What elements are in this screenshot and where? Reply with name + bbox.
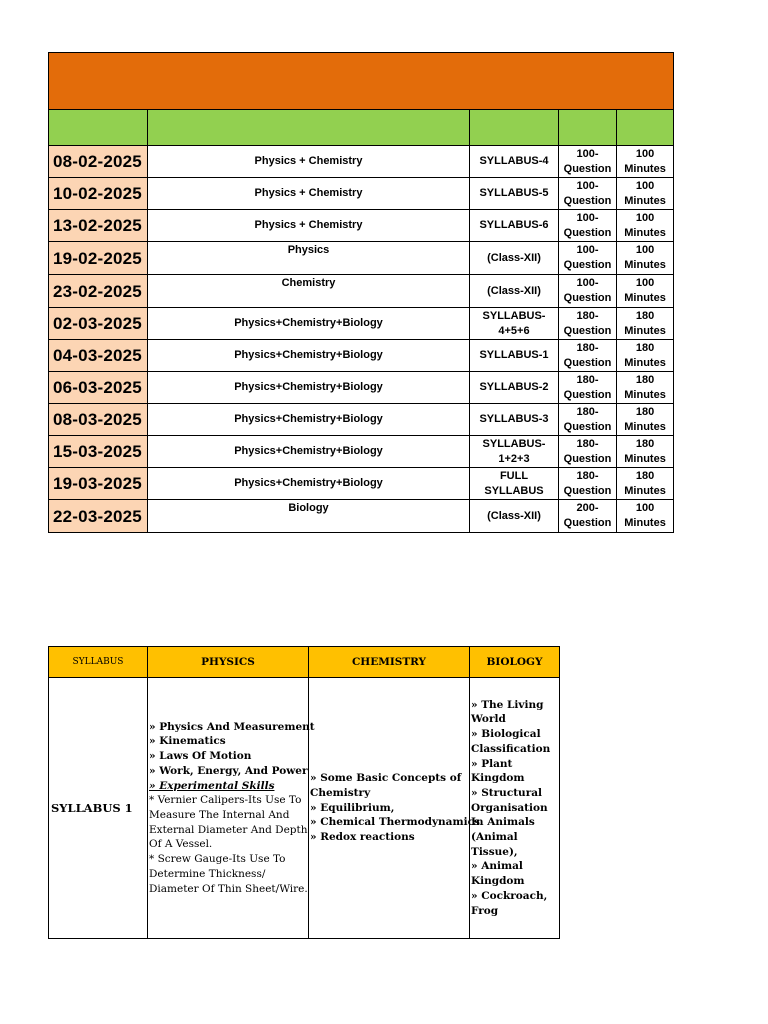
- syllabus-code-cell: (Class-XII): [470, 500, 559, 533]
- syllabus-header-chemistry: CHEMISTRY: [309, 647, 470, 678]
- question-count-cell: 180- Question: [559, 372, 617, 404]
- duration-cell: 100 Minutes: [617, 178, 674, 210]
- duration-cell: 180 Minutes: [617, 436, 674, 468]
- schedule-row: [49, 404, 674, 436]
- subjects-cell: Physics + Chemistry: [148, 146, 470, 178]
- schedule-header-cell-duration: [617, 110, 674, 146]
- schedule-banner-row: [49, 53, 674, 110]
- subjects-cell: Biology: [148, 500, 470, 533]
- syllabus-code-cell: SYLLABUS-6: [470, 210, 559, 242]
- schedule-row: [49, 275, 674, 308]
- test-date-cell: 23-02-2025: [49, 275, 148, 308]
- schedule-row: [49, 436, 674, 468]
- question-count-cell: 180- Question: [559, 468, 617, 500]
- schedule-header-row: [49, 110, 674, 146]
- syllabus-table: [48, 646, 560, 939]
- test-date-cell: 08-03-2025: [49, 404, 148, 436]
- duration-cell: 100 Minutes: [617, 242, 674, 275]
- test-schedule-table: [48, 52, 674, 533]
- test-date-cell: 10-02-2025: [49, 178, 148, 210]
- biology-topic: » The Living World: [471, 698, 544, 726]
- duration-cell: 180 Minutes: [617, 308, 674, 340]
- schedule-row: [49, 340, 674, 372]
- physics-note: * Vernier Calipers-Its Use To Measure The Internal And External Diameter And Depth Of A Vessel.: [149, 794, 308, 851]
- physics-topics-cell: [148, 678, 315, 939]
- schedule-row: [49, 178, 674, 210]
- question-count-cell: 100- Question: [559, 146, 617, 178]
- test-date-cell: 02-03-2025: [49, 308, 148, 340]
- question-count-cell: 100- Question: [559, 242, 617, 275]
- duration-cell: 100 Minutes: [617, 146, 674, 178]
- biology-topic: » Animal Kingdom: [471, 860, 525, 888]
- chemistry-topic: » Chemical Thermodynamics: [310, 816, 480, 829]
- syllabus-header-row: [49, 647, 560, 678]
- physics-note: * Screw Gauge-Its Use To Determine Thickness/ Diameter Of Thin Sheet/Wire.: [149, 853, 308, 895]
- schedule-header-cell-questions: [559, 110, 617, 146]
- duration-cell: 100 Minutes: [617, 500, 674, 533]
- test-date-cell: 22-03-2025: [49, 500, 148, 533]
- test-date-cell: 04-03-2025: [49, 340, 148, 372]
- experimental-skills-heading: » Experimental Skills: [149, 779, 275, 792]
- schedule-row: [49, 308, 674, 340]
- question-count-cell: 180- Question: [559, 308, 617, 340]
- physics-topic: » Physics And Measurement: [149, 720, 315, 733]
- syllabus-code-cell: SYLLABUS-5: [470, 178, 559, 210]
- syllabus-code-cell: SYLLABUS-1: [470, 340, 559, 372]
- biology-topic: » Biological Classification: [471, 728, 551, 755]
- subjects-cell: Physics+Chemistry+Biology: [148, 404, 470, 436]
- test-date-cell: 15-03-2025: [49, 436, 148, 468]
- biology-topic: » Plant Kingdom: [471, 757, 525, 785]
- subjects-cell: Physics + Chemistry: [148, 210, 470, 242]
- schedule-row: [49, 500, 674, 533]
- chemistry-topic: » Equilibrium,: [310, 801, 395, 814]
- subjects-cell: Physics+Chemistry+Biology: [148, 436, 470, 468]
- schedule-row: [49, 210, 674, 242]
- syllabus-code-cell: SYLLABUS-2: [470, 372, 559, 404]
- subjects-cell: Physics: [148, 242, 470, 275]
- syllabus-header-biology: BIOLOGY: [470, 647, 560, 678]
- question-count-cell: 100- Question: [559, 178, 617, 210]
- question-count-cell: 200- Question: [559, 500, 617, 533]
- syllabus-header-syllabus: SYLLABUS: [49, 647, 148, 678]
- syllabus-code-cell: SYLLABUS- 1+2+3: [470, 436, 559, 468]
- subjects-cell: Physics+Chemistry+Biology: [148, 372, 470, 404]
- test-date-cell: 13-02-2025: [49, 210, 148, 242]
- duration-cell: 100 Minutes: [617, 275, 674, 308]
- schedule-row: [49, 146, 674, 178]
- duration-cell: 180 Minutes: [617, 372, 674, 404]
- chemistry-topics-cell: [309, 678, 480, 939]
- physics-topic: » Kinematics: [149, 735, 226, 748]
- duration-cell: 180 Minutes: [617, 404, 674, 436]
- schedule-header-cell-subjects: [148, 110, 470, 146]
- question-count-cell: 180- Question: [559, 404, 617, 436]
- syllabus-header-physics: PHYSICS: [148, 647, 309, 678]
- physics-topic: » Work, Energy, And Power: [149, 764, 308, 777]
- schedule-header-cell-syllabus: [470, 110, 559, 146]
- biology-topic: » Structural Organisation In Animals (Animal Tissue),: [471, 786, 548, 858]
- subjects-cell: Physics + Chemistry: [148, 178, 470, 210]
- duration-cell: 180 Minutes: [617, 340, 674, 372]
- syllabus-code-cell: SYLLABUS-3: [470, 404, 559, 436]
- physics-topic: » Laws Of Motion: [149, 750, 252, 763]
- question-count-cell: 100- Question: [559, 210, 617, 242]
- duration-cell: 180 Minutes: [617, 468, 674, 500]
- subjects-cell: Physics+Chemistry+Biology: [148, 468, 470, 500]
- subjects-cell: Chemistry: [148, 275, 470, 308]
- schedule-banner: [49, 53, 674, 110]
- syllabus-code-cell: FULL SYLLABUS: [470, 468, 559, 500]
- schedule-row: [49, 242, 674, 275]
- subjects-cell: Physics+Chemistry+Biology: [148, 308, 470, 340]
- schedule-header-cell-date: [49, 110, 148, 146]
- biology-topic: » Cockroach, Frog: [471, 889, 548, 917]
- syllabus-code-cell: SYLLABUS- 4+5+6: [470, 308, 559, 340]
- test-date-cell: 19-02-2025: [49, 242, 148, 275]
- biology-topics-cell: [470, 678, 560, 939]
- chemistry-topic: » Some Basic Concepts of Chemistry: [310, 772, 462, 799]
- duration-cell: 100 Minutes: [617, 210, 674, 242]
- syllabus-row-label: SYLLABUS 1: [49, 678, 148, 939]
- test-date-cell: 06-03-2025: [49, 372, 148, 404]
- chemistry-topic: » Redox reactions: [310, 831, 415, 844]
- schedule-row: [49, 468, 674, 500]
- subjects-cell: Physics+Chemistry+Biology: [148, 340, 470, 372]
- question-count-cell: 180- Question: [559, 340, 617, 372]
- syllabus-row: [49, 678, 560, 939]
- test-date-cell: 08-02-2025: [49, 146, 148, 178]
- question-count-cell: 100- Question: [559, 275, 617, 308]
- question-count-cell: 180- Question: [559, 436, 617, 468]
- syllabus-code-cell: SYLLABUS-4: [470, 146, 559, 178]
- test-date-cell: 19-03-2025: [49, 468, 148, 500]
- syllabus-code-cell: (Class-XII): [470, 275, 559, 308]
- schedule-row: [49, 372, 674, 404]
- syllabus-code-cell: (Class-XII): [470, 242, 559, 275]
